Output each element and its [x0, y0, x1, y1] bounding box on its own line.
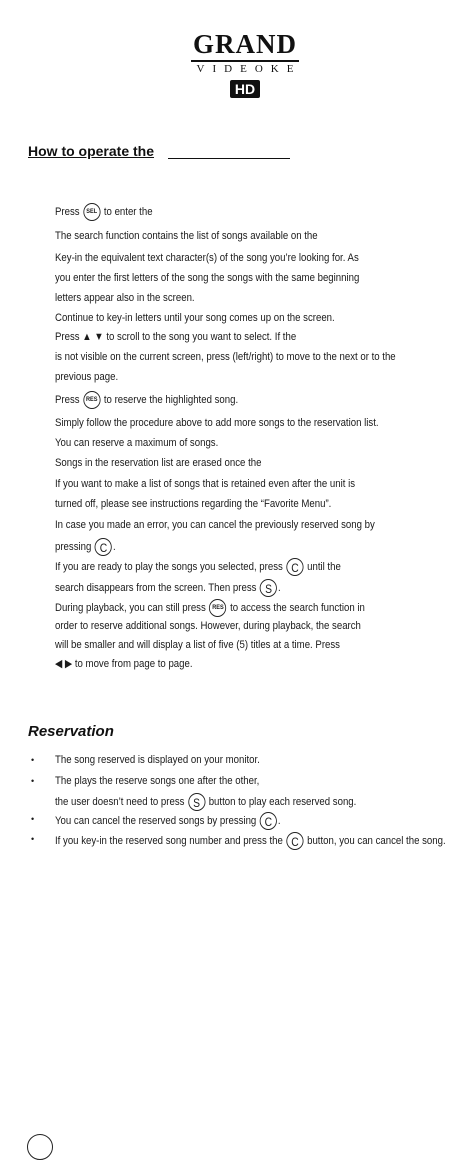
s-button-icon: S: [260, 579, 277, 597]
page-number-circle: [27, 1134, 53, 1160]
instruction-line: search disappears from the screen. Then press S .: [55, 579, 281, 597]
instruction-line: Songs in the reservation list are erased once the: [55, 457, 262, 469]
instruction-line: Key-in the equivalent text character(s) of the song you’re looking for. As: [55, 252, 359, 264]
instruction-line: If you want to make a list of songs that is retained even after the unit is: [55, 478, 356, 490]
instruction-line: letters appear also in the screen.: [55, 292, 195, 304]
instruction-line: Continue to key-in letters until your song comes up on the screen.: [55, 312, 335, 324]
res-button-icon: RES: [83, 391, 100, 409]
instruction-line: you enter the first letters of the song the songs with the same beginning: [55, 272, 360, 284]
title-underline-blank: [168, 158, 290, 159]
instruction-line: Simply follow the procedure above to add more songs to the reservation list.: [55, 417, 379, 429]
c-button-icon: C: [260, 812, 277, 830]
logo-brand-name: GRAND: [193, 29, 297, 59]
reservation-item: The plays the reserve songs one after the other,: [55, 775, 260, 787]
instruction-line: Press ▲ ▼ to scroll to the song you want to select. If the: [55, 331, 297, 343]
reservation-title: Reservation: [28, 723, 114, 740]
s-button-icon: S: [188, 793, 205, 811]
left-right-arrows-icon: ◀ ▶: [55, 658, 73, 670]
bullet-dot: •: [31, 755, 35, 765]
logo-product-name: VIDEOKE: [196, 62, 302, 75]
instruction-line: turned off, please see instructions regarding the “Favorite Menu”.: [55, 498, 332, 510]
instruction-line: The search function contains the list of songs available on the: [55, 230, 318, 242]
c-button-icon: C: [286, 558, 303, 576]
sel-button-icon: SEL: [83, 203, 100, 221]
res-button-icon: RES: [209, 599, 226, 617]
logo-hd-badge: HD: [230, 80, 260, 98]
reservation-item-continued: the user doesn’t need to press S button to play each reserved song.: [55, 793, 356, 811]
instruction-line: Press RES to reserve the highlighted song.: [55, 391, 238, 409]
bullet-dot: •: [31, 776, 35, 786]
bullet-dot: •: [31, 834, 35, 844]
instruction-line: order to reserve additional songs. However, during playback, the search: [55, 620, 361, 632]
instruction-line: During playback, you can still press RES to access the search function in: [55, 599, 365, 617]
instruction-line: pressing C .: [55, 538, 116, 556]
instruction-line: If you are ready to play the songs you selected, press C until the: [55, 558, 341, 576]
bullet-dot: •: [31, 814, 35, 824]
reservation-item: The song reserved is displayed on your monitor.: [55, 754, 260, 766]
instruction-line: You can reserve a maximum of songs.: [55, 437, 219, 449]
reservation-item: You can cancel the reserved songs by pressing C .: [55, 812, 281, 830]
instruction-line: Press SEL to enter the: [55, 203, 153, 221]
section-title: How to operate the: [28, 143, 155, 159]
instruction-line: previous page.: [55, 371, 119, 383]
up-down-arrows-icon: ▲ ▼: [82, 331, 104, 343]
reservation-item: If you key-in the reserved song number and press the C button, you can cancel the song.: [55, 832, 446, 850]
c-button-icon: C: [286, 832, 303, 850]
brand-logo: [0, 30, 470, 99]
instruction-line: ◀ ▶ to move from page to page.: [55, 658, 193, 670]
c-button-icon: C: [95, 538, 112, 556]
instruction-line: will be smaller and will display a list of five (5) titles at a time. Press: [55, 639, 340, 651]
instruction-line: In case you made an error, you can cancel the previously reserved song by: [55, 519, 375, 531]
instruction-line: is not visible on the current screen, press (left/right) to move to the next or to the: [55, 351, 396, 363]
